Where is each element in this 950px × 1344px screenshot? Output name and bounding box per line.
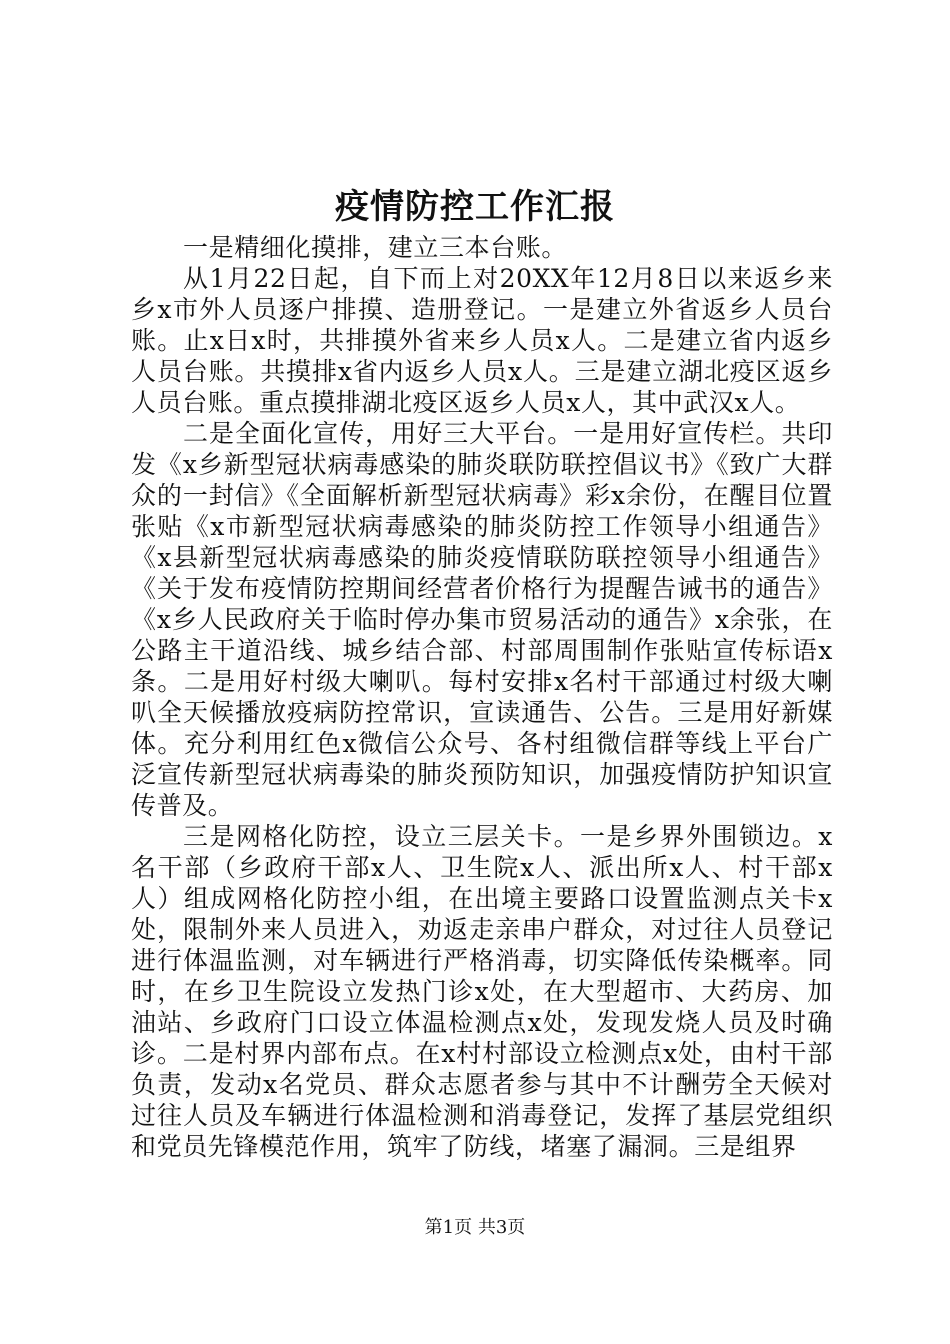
document-title: 疫情防控工作汇报	[335, 187, 615, 227]
paragraph-grid-control: 三是网格化防控，设立三层关卡。一是乡界外围锁边。x名干部（乡政府干部x人、卫生院x人、派出所x人、村干部x人）组成网格化防控小组，在出境主要路口设置监测点关卡x处，限制外来人员进入，劝返走亲串户群众，对过往人员登记进行体温监测，对车辆进行严格消毒，切实降低传染概率。同时，在乡卫生院设立发热门诊x处，在大型超市、大药房、加油站、乡政府门口设立体温检测点x处，发现发烧人员及时确诊。二是村界内部布点。在x村村部设立检测点x处，由村干部负责，发动x名党员、群众志愿者参与其中不计酬劳全天候对过往人员及车辆进行体温检测和消毒登记，发挥了基层党组织和党员先锋模范作用，筑牢了防线，堵塞了漏洞。三是组界	[131, 822, 833, 1161]
document-body	[131, 232, 833, 1162]
paragraph-section-one-heading: 一是精细化摸排，建立三本台账。	[183, 233, 568, 262]
paragraph-registry: 从1月22日起，自下而上对20XX年12月8日以来返乡来乡x市外人员逐户排摸、造册登记。一是建立外省返乡人员台账。止x日x时，共排摸外省来乡人员x人。二是建立省内返乡人员台账。共摸排x省内返乡人员x人。三是建立湖北疫区返乡人员台账。重点摸排湖北疫区返乡人员x人，其中武汉x人。	[131, 264, 833, 417]
paragraph-publicity: 二是全面化宣传，用好三大平台。一是用好宣传栏。共印发《x乡新型冠状病毒感染的肺炎联防联控倡议书》《致广大群众的一封信》《全面解析新型冠状病毒》彩x余份，在醒目位置张贴《x市新型冠状病毒感染的肺炎防控工作领导小组通告》《x县新型冠状病毒感染的肺炎疫情联防联控领导小组通告》《关于发布疫情防控期间经营者价格行为提醒告诫书的通告》《x乡人民政府关于临时停办集市贸易活动的通告》x余张，在公路主干道沿线、城乡结合部、村部周围制作张贴宣传标语x条。二是用好村级大喇叭。每村安排x名村干部通过村级大喇叭全天候播放疫病防控常识，宣读通告、公告。三是用好新媒体。充分利用红色x微信公众号、各村组微信群等线上平台广泛宣传新型冠状病毒染的肺炎预防知识，加强疫情防护知识宣传普及。	[131, 419, 833, 820]
page-number-footer: 第1页 共3页	[424, 1217, 526, 1238]
